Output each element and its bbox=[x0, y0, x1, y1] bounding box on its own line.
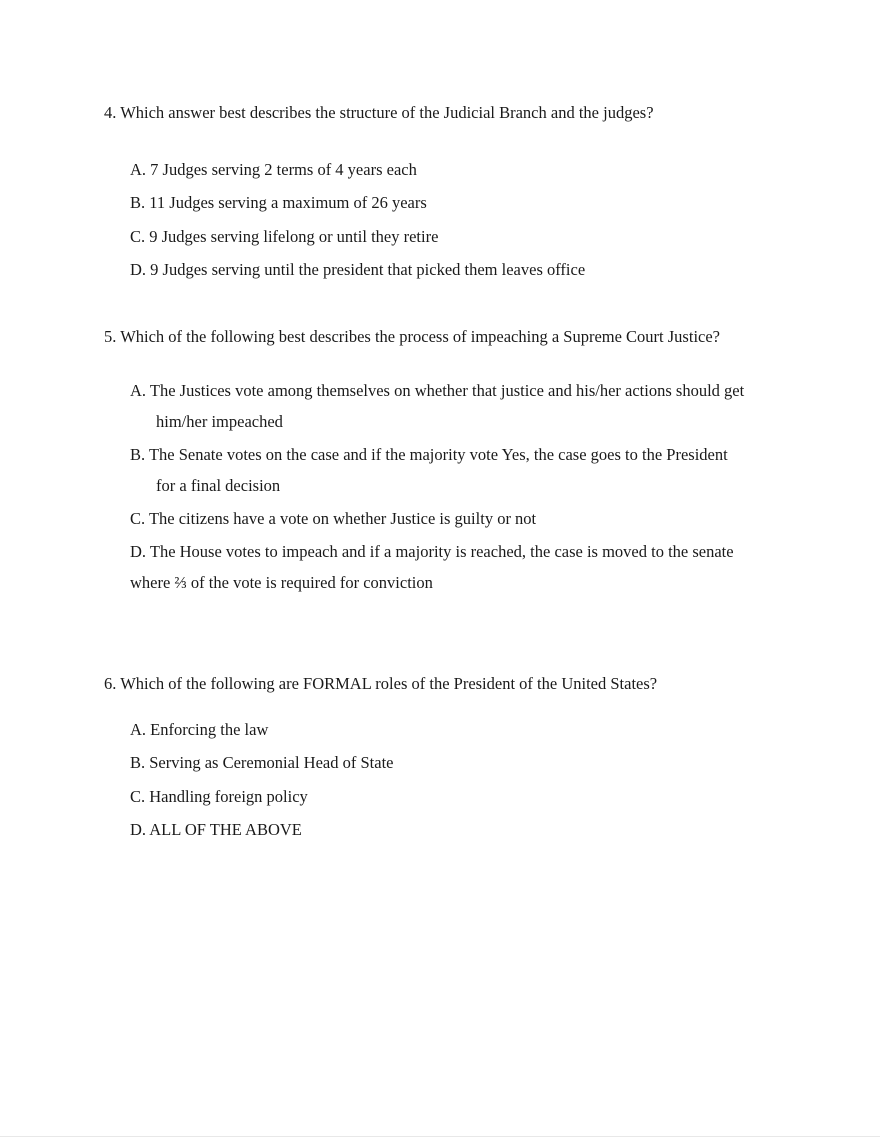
question-4-option-b: B. 11 Judges serving a maximum of 26 years bbox=[130, 193, 427, 212]
question-5-option-a-line2: him/her impeached bbox=[156, 412, 283, 431]
question-5-option-c: C. The citizens have a vote on whether Justice is guilty or not bbox=[130, 509, 537, 528]
question-5-prompt: 5. Which of the following best describes the process of impeaching a Supreme Court Justice? bbox=[104, 327, 720, 346]
question-5-option-b-line1: B. The Senate votes on the case and if the majority vote Yes, the case goes to the President bbox=[130, 445, 728, 464]
question-5-option-d-line2: where ⅔ of the vote is required for conviction bbox=[130, 573, 433, 592]
page-bottom-divider bbox=[0, 1136, 880, 1137]
question-5-option-a bbox=[130, 381, 744, 432]
question-6-option-b: B. Serving as Ceremonial Head of State bbox=[130, 753, 394, 772]
question-6-option-a: A. Enforcing the law bbox=[130, 720, 269, 739]
question-6-option-d: D. ALL OF THE ABOVE bbox=[130, 820, 302, 839]
question-5-option-d-line1: D. The House votes to impeach and if a majority is reached, the case is moved to the senate bbox=[130, 542, 734, 561]
question-6-prompt: 6. Which of the following are FORMAL roles of the President of the United States? bbox=[104, 674, 658, 693]
question-4-option-d: D. 9 Judges serving until the president that picked them leaves office bbox=[130, 260, 586, 279]
question-4-prompt: 4. Which answer best describes the structure of the Judicial Branch and the judges? bbox=[104, 103, 654, 122]
question-5-option-d bbox=[130, 542, 734, 593]
question-6-option-c: C. Handling foreign policy bbox=[130, 787, 308, 806]
question-5-option-a-line1: A. The Justices vote among themselves on whether that justice and his/her actions should get bbox=[130, 381, 745, 400]
question-4-option-c: C. 9 Judges serving lifelong or until they retire bbox=[130, 227, 439, 246]
question-5-option-b bbox=[130, 445, 728, 496]
question-5-option-b-line2: for a final decision bbox=[156, 476, 281, 495]
question-4-option-a: A. 7 Judges serving 2 terms of 4 years each bbox=[130, 160, 417, 179]
